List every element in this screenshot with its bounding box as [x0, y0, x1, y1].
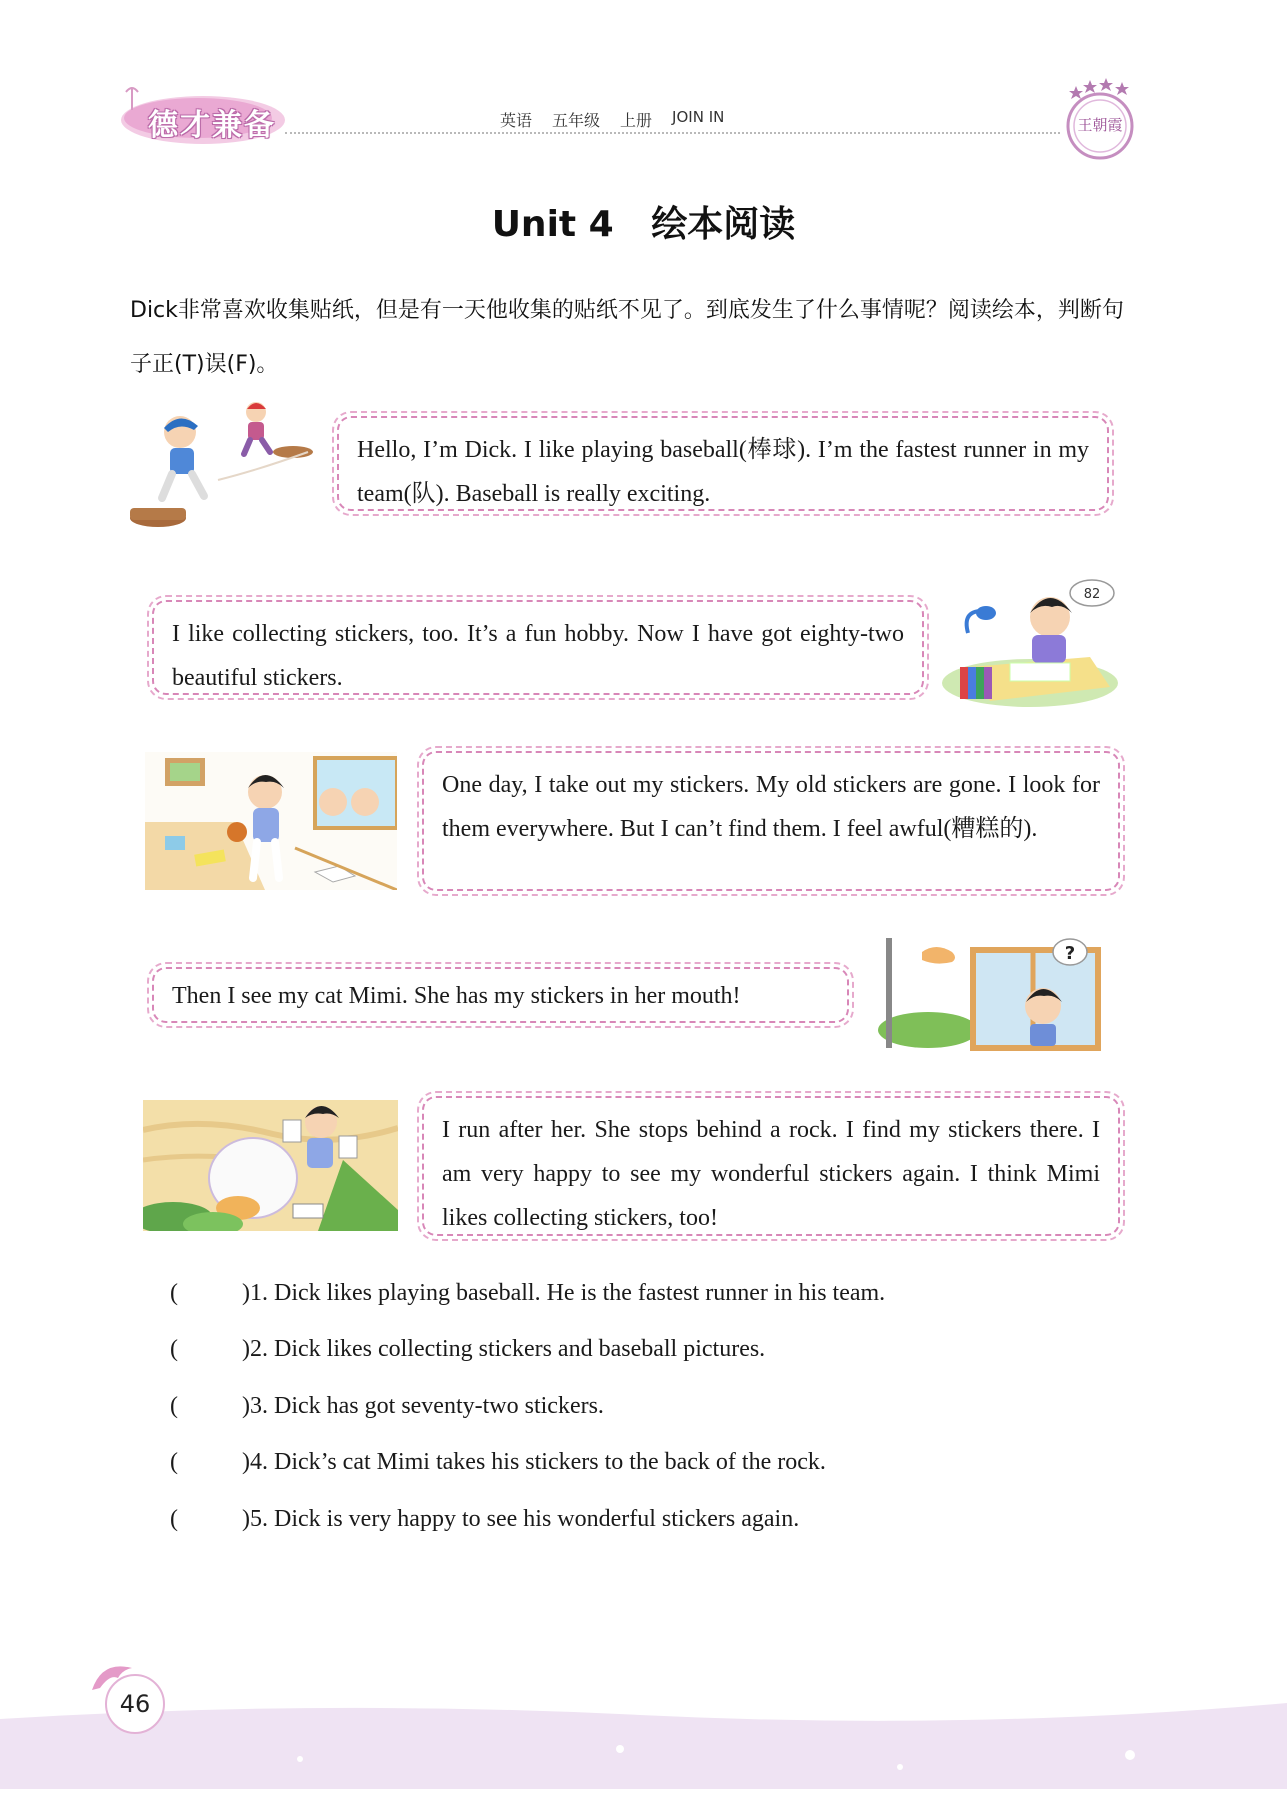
answer-blank[interactable]: ( — [170, 1505, 178, 1532]
volume-label: 上册 — [620, 111, 653, 130]
question-row — [170, 1378, 1170, 1435]
question-row — [170, 1322, 1170, 1379]
question-text: 2. Dick likes collecting stickers and baseball pictures. — [250, 1336, 766, 1363]
question-text: 1. Dick likes playing baseball. He is the fastest runner in his team. — [250, 1279, 886, 1306]
baseball-illustration — [128, 400, 318, 535]
messy-room-illustration — [145, 752, 397, 890]
grade-label: 五年级 — [552, 111, 601, 130]
question-row — [170, 1435, 1170, 1492]
answer-blank[interactable]: ( — [170, 1392, 178, 1419]
question-mark-text: ? — [1064, 943, 1076, 964]
cat-window-illustration — [878, 938, 1103, 1053]
question-row — [170, 1491, 1170, 1548]
badge-text: 王朝霞 — [1077, 116, 1123, 134]
sticker-count-text: 82 — [1083, 587, 1101, 602]
passage-2: I like collecting stickers, too. It’s a fun hobby. Now I have got eighty-two beautiful stickers. — [152, 600, 924, 695]
header-divider — [285, 132, 1060, 134]
true-false-questions — [170, 1265, 1170, 1548]
page-title: Unit 4 绘本阅读 — [491, 204, 796, 245]
instructions: Dick非常喜欢收集贴纸，但是有一天他收集的贴纸不见了。到底发生了什么事情呢？阅读绘本，判断句子正(T)误(F)。 — [130, 298, 1124, 377]
header-meta — [500, 108, 724, 131]
brand-badge — [1058, 74, 1142, 164]
close-paren: ) — [242, 1505, 250, 1532]
answer-blank[interactable]: ( — [170, 1449, 178, 1476]
close-paren: ) — [242, 1392, 250, 1419]
rock-illustration — [143, 1100, 398, 1231]
boy-searching-icon — [145, 752, 397, 890]
answer-blank[interactable]: ( — [170, 1279, 178, 1306]
passage-4: Then I see my cat Mimi. She has my stickers in her mouth! — [152, 967, 849, 1023]
question-text: 3. Dick has got seventy-two stickers. — [250, 1392, 604, 1419]
passage-5: I run after her. She stops behind a rock. I find my stickers there. I am very happy to see my wonderful stickers again. I think Mimi likes collecting stickers, too! — [422, 1096, 1120, 1236]
series-logo — [118, 82, 288, 148]
page-number: 46 — [105, 1674, 165, 1734]
footer-band — [0, 1689, 1287, 1789]
boy-rock-cat-icon — [143, 1100, 398, 1231]
question-text: 4. Dick’s cat Mimi takes his stickers to the back of the rock. — [250, 1449, 826, 1476]
baseball-player-icon — [128, 400, 318, 535]
passage-3: One day, I take out my stickers. My old stickers are gone. I look for them everywhere. But I can’t find them. I feel awful(糟糕的). — [422, 751, 1120, 891]
question-text: 5. Dick is very happy to see his wonderful stickers again. — [250, 1505, 800, 1532]
footer-wave-icon — [0, 1689, 1287, 1789]
subject-label: 英语 — [500, 111, 533, 130]
close-paren: ) — [242, 1449, 250, 1476]
answer-blank[interactable]: ( — [170, 1336, 178, 1363]
close-paren: ) — [242, 1279, 250, 1306]
question-row — [170, 1265, 1170, 1322]
boy-desk-icon — [940, 575, 1120, 710]
logo-text: 德才兼备 — [148, 108, 276, 143]
stickers-desk-illustration — [940, 575, 1120, 710]
cat-window-icon — [878, 938, 1103, 1053]
close-paren: ) — [242, 1336, 250, 1363]
passage-1: Hello, I’m Dick. I like playing baseball(棒球). I’m the fastest runner in my team(队). Baseball is really exciting. — [337, 416, 1109, 511]
series-label: JOIN IN — [672, 108, 725, 126]
